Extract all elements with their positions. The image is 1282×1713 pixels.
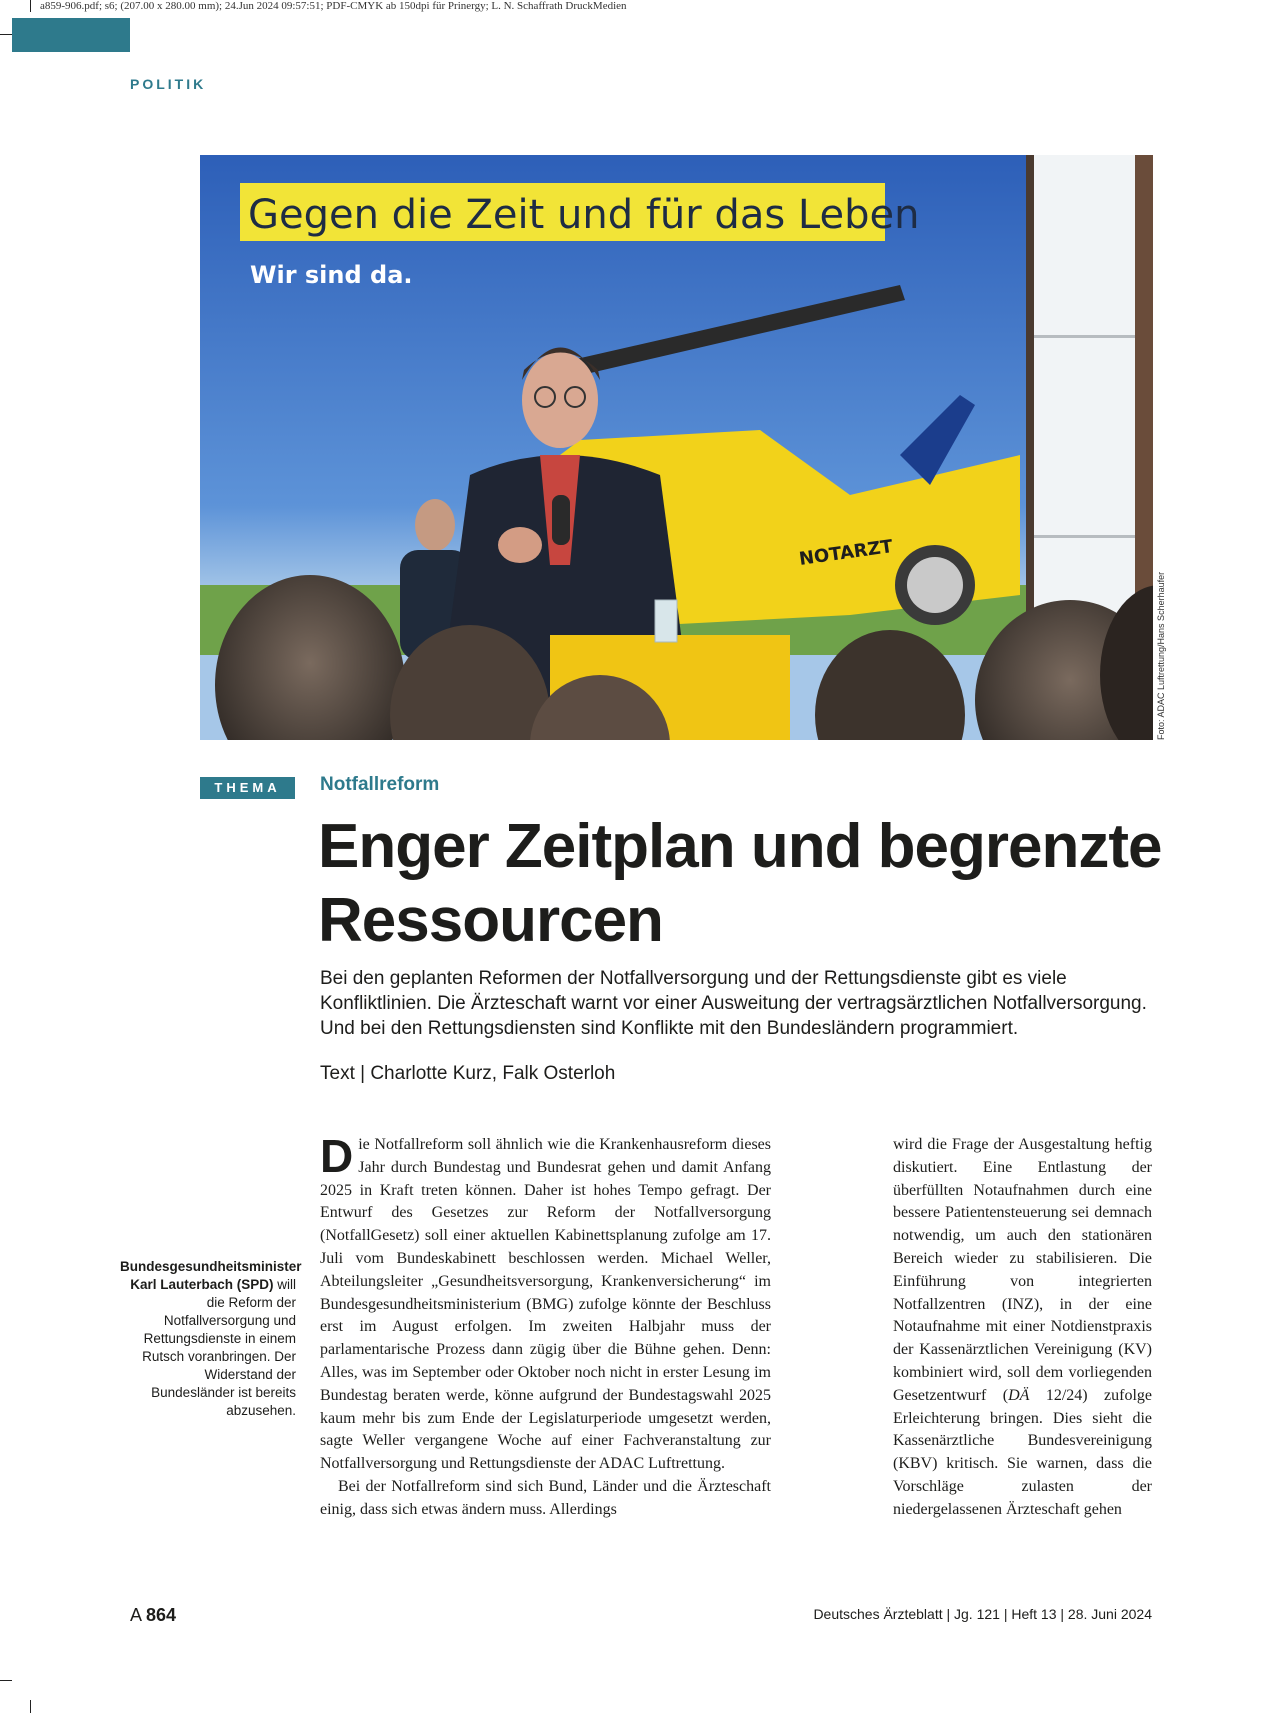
speaker-face: [522, 352, 598, 448]
byline: Text | Charlotte Kurz, Falk Osterloh: [320, 1063, 616, 1084]
lead-paragraph: Bei den geplanten Reformen der Notfallversorgung und der Rettungsdienste gibt es viele Konfliktlinien. Die Ärzteschaft warnt vor einer Ausweitung der vertragsärztlichen Notfallversorgung. Und bei den Rettungsdiensten sind Konflikte mit den Bundesländern programmiert.: [320, 968, 1147, 1039]
caption-bold: Bundesgesundheitsminister Karl Lauterbach (SPD): [120, 1259, 302, 1292]
caption-text: will die Reform der Notfallversorgung und Rettungsdienste in einem Rutsch voranbringen. Der Widerstand der Bundesländer ist bereits abzusehen.: [142, 1277, 296, 1418]
page-prefix: A: [130, 1605, 147, 1625]
page-number-value: 864: [146, 1605, 177, 1625]
banner-text: Gegen die Zeit und für das Leben: [248, 192, 920, 238]
photo-illustration: [200, 155, 1153, 740]
body-text: wird die Frage der Ausgestaltung heftig diskutiert. Eine Entlastung der überfüllten Notaufnahmen durch eine bessere Patientensteuerung sei demnach notwendig, um auch den stationären Bereich wieder zu stabilisieren. Die Einführung von integrierten Notfallzentren (INZ), in der eine Notaufnahme mit einer Notdienstpraxis der Kassenärztlichen Vereinigung (KV) kombiniert wird, soll dem vorliegenden Gesetzentwurf (: [893, 1136, 1152, 1404]
citation-ref: DÄ: [1008, 1386, 1030, 1404]
topic-badge: THEMA: [200, 777, 295, 799]
body-column-2: [893, 1134, 1152, 1522]
section-label: POLITIK: [130, 76, 207, 92]
body-paragraph: Bei der Notfallreform sind sich Bund, Länder und die Ärzteschaft einig, dass sich etwas ändern muss. Allerdings: [320, 1477, 771, 1518]
body-paragraph: [320, 1130, 771, 1476]
body-text: 12/24) zufolge Erleichterung bringen. Dies sieht die Kassenärztliche Bundesvereinigung (KBV) kritisch. Sie warnen, dass die Vorschläge zulasten der niedergelassenen Ärzteschaft gehen: [893, 1386, 1153, 1518]
headline: Enger Zeitplan und begrenzte Ressourcen: [318, 812, 1162, 955]
drop-cap: D: [320, 1130, 354, 1182]
crop-mark: [30, 0, 31, 12]
crop-mark: [0, 1680, 12, 1681]
photo-credit: Foto: ADAC Luftrettung/Hans Scherhaufer: [1156, 571, 1166, 740]
body-paragraph: [893, 1134, 1152, 1522]
body-column-1: [320, 1130, 771, 1522]
photo-caption: [120, 1258, 302, 1420]
crop-mark: [30, 1700, 31, 1713]
banner-subtext: Wir sind da.: [250, 261, 413, 289]
helicopter-label: NOTARZT: [797, 536, 895, 570]
body-text: ie Notfallreform soll ähnlich wie die Krankenhausreform dieses Jahr durch Bundestag und Bundesrat gehen und damit Anfang 2025 in Kraft treten können. Daher ist hohes Tempo gefragt. Der Entwurf des Gesetzes zur Reform der Notfallversorgung (NotfallGesetz) soll einer aktuellen Kabinettsplanung zufolge am 17. Juli vom Bundeskabinett beschlossen werden. Michael Weller, Abteilungsleiter „Gesundheitsversorgung, Krankenversicherung“ im Bundesgesundheitsministerium (BMG) zufolge könnte der Beschluss erst im August erfolgen. Im zweiten Halbjahr muss der parlamentarische Prozess dann zügig über die Bühne gehen. Denn: Alles, was im September oder Oktober noch nicht in erster Lesung im Bundestag beraten werde, könne aufgrund der Bundestagswahl 2025 kaum mehr bis zum Ende der Legislaturperiode umgesetzt werden, sagte Weller vergangene Woche auf einer Fachveranstaltung zur Notfallversorgung und Rettungsdienste der ADAC Luftrettung.: [320, 1136, 771, 1473]
page-number: [130, 1605, 176, 1626]
article-photo: [200, 155, 1153, 740]
color-tab: [12, 18, 130, 52]
print-info: a859-906.pdf; s6; (207.00 x 280.00 mm); 24.Jun 2024 09:57:51; PDF-CMYK ab 150dpi für Prinergy; L. N. Schaffrath DruckMedien: [40, 0, 627, 12]
journal-footer: Deutsches Ärzteblatt | Jg. 121 | Heft 13 | 28. Juni 2024: [813, 1606, 1152, 1622]
kicker: Notfallreform: [320, 774, 440, 795]
crop-mark: [0, 34, 12, 35]
